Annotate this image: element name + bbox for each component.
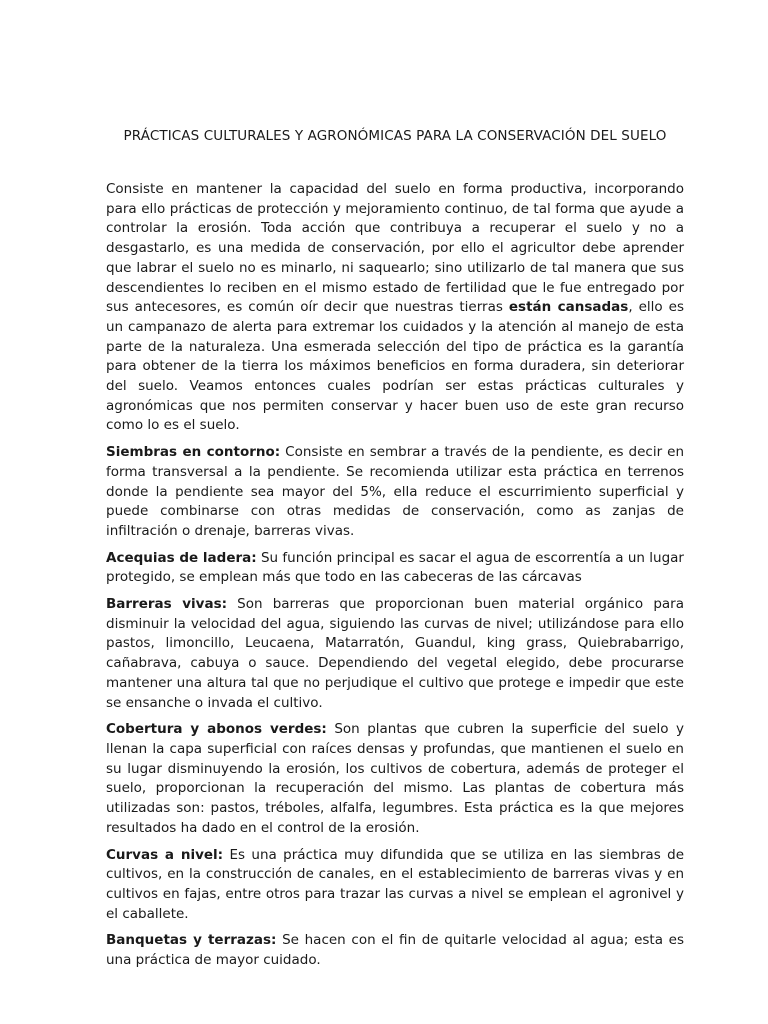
section-acequias-de-ladera: [106, 549, 684, 588]
section-siembras-en-contorno: [106, 443, 684, 542]
section-barreras-vivas: [106, 595, 684, 713]
section-term: Cobertura y abonos verdes:: [106, 721, 327, 738]
section-term: Curvas a nivel:: [106, 846, 224, 863]
section-term: Acequias de ladera:: [106, 549, 257, 566]
section-term: Siembras en contorno:: [106, 444, 281, 461]
document-title: PRÁCTICAS CULTURALES Y AGRONÓMICAS PARA LA CONSERVACIÓN DEL SUELO: [123, 128, 667, 144]
section-text: Se hacen con el fin de quitarle velocidad al agua; esta es una práctica de mayor cuidado.: [106, 932, 684, 969]
section-banquetas-y-terrazas: [106, 931, 684, 970]
intro-text-start: Consiste en mantener la capacidad del suelo en forma productiva, incorporando para ello prácticas de protección y mejoramiento continuo, de tal forma que ayude a controlar la erosión. Toda acción que contribuya a recuperar el suelo y no a desgastarlo, es una medida de conservación, por ello el agricultor debe aprender que labrar el suelo no es minarlo, ni saquearlo; sino utilizarlo de tal manera que sus descendientes lo reciben en el mismo estado de fertilidad que le fue entregado por sus antecesores, es común oír decir que nuestras tierras: [106, 181, 684, 316]
intro-text-end: , ello es un campanazo de alerta para extremar los cuidados y la atención al manejo de esta parte de la naturaleza. Una esmerada selección del tipo de práctica es la garantía para obtener de la tierra los máximos beneficios en forma duradera, sin deteriorar del suelo. Veamos entonces cuales podrían ser estas prácticas culturales y agronómicas que nos permiten conservar y hacer buen uso de este gran recurso como lo es el suelo.: [106, 299, 685, 434]
section-curvas-a-nivel: [106, 846, 684, 925]
section-text: Son plantas que cubren la superficie del suelo y llenan la capa superficial con raíces densas y profundas, que mantienen el suelo en su lugar disminuyendo la erosión, los cultivos de cobertura, además de proteger el suelo, proporcionan la recuperación del mismo. Las plantas de cobertura más utilizadas son: pastos, tréboles, alfalfa, legumbres. Esta práctica es la que mejores resultados ha dado en el control de la erosión.: [106, 721, 684, 836]
intro-emphasis: están cansadas: [508, 299, 629, 316]
document-page: [106, 126, 684, 978]
section-term: Banquetas y terrazas:: [106, 932, 277, 949]
intro-paragraph: [106, 180, 684, 436]
section-cobertura-y-abonos-verdes: [106, 720, 684, 838]
section-term: Barreras vivas:: [106, 596, 228, 613]
section-text: Consiste en sembrar a través de la pendiente, es decir en forma transversal a la pendiente. Se recomienda utilizar esta práctica en terrenos donde la pendiente sea mayor del 5%, ella reduce el escurrimiento superficial y puede combinarse con otras medidas de conservación, como as zanjas de infiltración o drenaje, barreras vivas.: [106, 444, 685, 539]
section-text: Es una práctica muy difundida que se utiliza en las siembras de cultivos, en la construcción de canales, en el establecimiento de barreras vivas y en cultivos en fajas, entre otros para trazar las curvas a nivel se emplean el agronivel y el caballete.: [106, 846, 684, 922]
section-text: Son barreras que proporcionan buen material orgánico para disminuir la velocidad del agua, siguiendo las curvas de nivel; utilizándose para ello pastos, limoncillo, Leucaena, Matarratón, Guandul, king grass, Quiebrabarrigo, cañabrava, cabuya o sauce. Dependiendo del vegetal elegido, debe procurarse mantener una altura tal que no perjudique el cultivo que protege e impedir que este se ensanche o invada el cultivo.: [106, 596, 684, 711]
section-text: Su función principal es sacar el agua de escorrentía a un lugar protegido, se emplean más que todo en las cabeceras de las cárcavas: [106, 549, 684, 586]
